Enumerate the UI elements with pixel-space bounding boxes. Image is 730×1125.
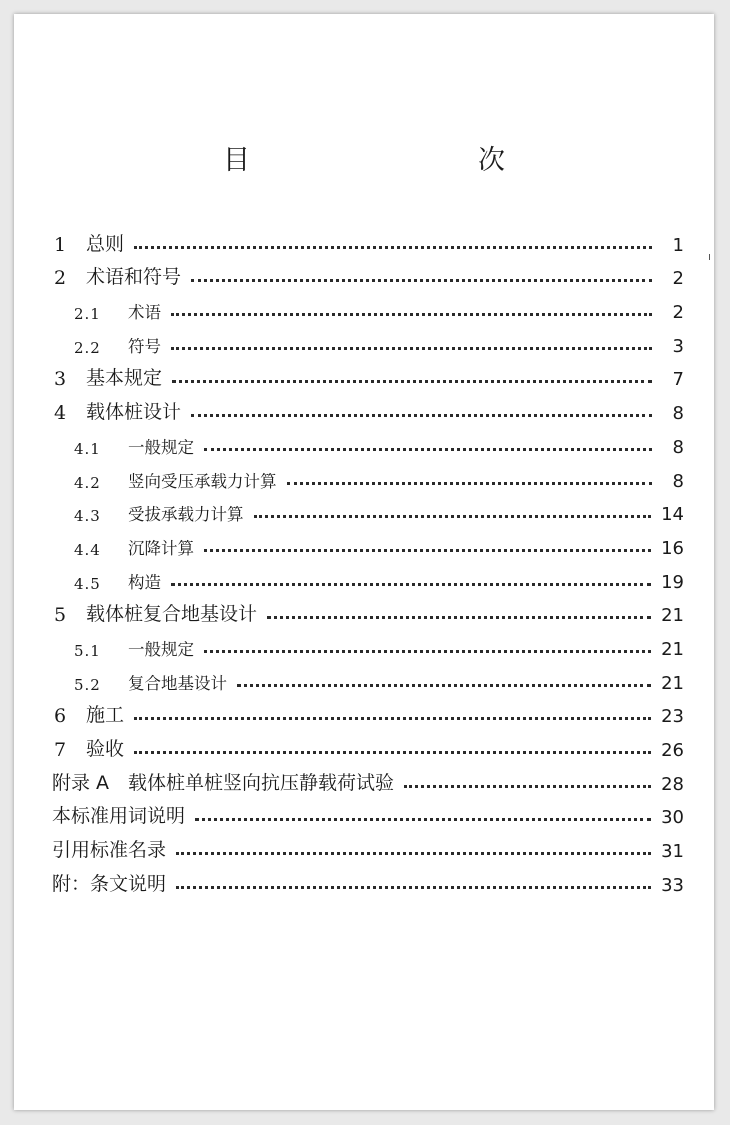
toc-entry-label: 本标准用词说明 xyxy=(52,805,186,828)
dot-leader xyxy=(176,886,651,889)
dot-leader xyxy=(204,650,651,653)
toc-entry-number: 2 xyxy=(54,267,67,290)
toc-entry-number: 4.2 xyxy=(74,473,101,492)
toc-entry-page: 16 xyxy=(661,537,684,559)
toc-entry[interactable] xyxy=(48,626,684,660)
toc-entry-number: 2.2 xyxy=(74,338,101,357)
toc-entry-label: 符号 xyxy=(128,336,161,356)
toc-entry[interactable] xyxy=(48,222,684,256)
toc-entry-label: 引用标准名录 xyxy=(52,839,167,862)
toc-entry-label: 构造 xyxy=(128,572,161,592)
toc-entry-label: 附录 A 载体桩单桩竖向抗压静载荷试验 xyxy=(52,771,395,794)
dot-leader xyxy=(287,482,653,485)
toc-entry-page: 28 xyxy=(661,773,684,795)
toc-entry[interactable] xyxy=(48,761,684,795)
toc-entry-label: 载体桩复合地基设计 xyxy=(86,603,258,626)
table-of-contents xyxy=(48,222,684,896)
toc-entry-page: 21 xyxy=(661,672,684,694)
toc-entry[interactable] xyxy=(48,357,684,391)
dot-leader xyxy=(134,246,652,249)
toc-entry-page: 3 xyxy=(672,335,684,357)
dot-leader xyxy=(237,684,651,687)
toc-entry-page: 2 xyxy=(672,302,684,324)
toc-entry-page: 19 xyxy=(661,571,684,593)
toc-entry-number: 5.2 xyxy=(74,675,101,694)
toc-entry-page: 8 xyxy=(672,436,684,458)
toc-entry-label: 施工 xyxy=(86,704,125,727)
dot-leader xyxy=(171,313,652,316)
toc-entry[interactable] xyxy=(48,862,684,896)
dot-leader xyxy=(267,616,651,619)
dot-leader xyxy=(171,347,652,350)
toc-entry-label: 总则 xyxy=(86,232,125,255)
toc-entry-page: 7 xyxy=(672,369,684,391)
dot-leader xyxy=(172,380,652,383)
toc-entry-number: 5.1 xyxy=(74,641,101,660)
toc-entry[interactable] xyxy=(48,660,684,694)
toc-entry-label: 附：条文说明 xyxy=(52,872,167,895)
toc-entry-label: 受拔承载力计算 xyxy=(128,505,244,525)
toc-entry[interactable] xyxy=(48,424,684,458)
toc-entry-page: 2 xyxy=(672,268,684,290)
toc-entry[interactable] xyxy=(48,828,684,862)
document-page xyxy=(14,14,714,1110)
toc-entry-page: 21 xyxy=(661,605,684,627)
toc-entry-label: 沉降计算 xyxy=(128,538,194,558)
toc-entry-page: 23 xyxy=(661,706,684,728)
toc-entry-number: 7 xyxy=(54,739,67,761)
toc-entry-label: 术语和符号 xyxy=(86,266,182,289)
toc-entry-page: 8 xyxy=(672,403,684,425)
toc-entry-label: 竖向受压承载力计算 xyxy=(128,471,277,491)
toc-entry[interactable] xyxy=(48,727,684,761)
dot-leader xyxy=(134,717,651,720)
dot-leader xyxy=(176,852,651,855)
toc-entry-number: 4 xyxy=(54,402,67,425)
toc-entry-page: 31 xyxy=(661,841,684,863)
toc-entry-page: 26 xyxy=(661,740,684,761)
toc-entry-label: 术语 xyxy=(128,303,161,323)
toc-entry[interactable] xyxy=(48,492,684,526)
toc-entry-label: 一般规定 xyxy=(128,639,194,659)
toc-entry-number: 4.5 xyxy=(74,574,101,593)
toc-entry-number: 4.1 xyxy=(74,439,101,458)
dot-leader xyxy=(204,448,652,451)
toc-entry-label: 一般规定 xyxy=(128,437,194,457)
toc-entry-page: 21 xyxy=(661,638,684,660)
toc-entry-number: 4.3 xyxy=(74,507,101,526)
dot-leader xyxy=(404,785,651,788)
dot-leader xyxy=(191,414,652,417)
toc-entry-number: 4.4 xyxy=(74,540,101,559)
dot-leader xyxy=(195,818,651,821)
toc-entry-page: 8 xyxy=(672,470,684,492)
toc-entry-number: 2.1 xyxy=(74,305,101,324)
toc-entry-page: 33 xyxy=(661,874,684,896)
toc-entry-number: 3 xyxy=(54,368,67,391)
toc-entry-label: 验收 xyxy=(86,738,125,760)
dot-leader xyxy=(254,515,652,518)
toc-entry[interactable] xyxy=(48,256,684,290)
toc-entry-page: 1 xyxy=(672,234,684,256)
toc-entry[interactable] xyxy=(48,323,684,357)
toc-entry[interactable] xyxy=(48,559,684,593)
scan-mark xyxy=(709,254,710,260)
toc-entry[interactable] xyxy=(48,593,684,627)
toc-entry[interactable] xyxy=(48,525,684,559)
page-title: 目 次 xyxy=(223,145,563,176)
dot-leader xyxy=(134,751,651,754)
toc-entry-label: 载体桩设计 xyxy=(86,401,182,424)
toc-entry[interactable] xyxy=(48,458,684,492)
toc-entry-number: 6 xyxy=(54,705,67,728)
toc-entry-number: 5 xyxy=(54,604,67,627)
toc-entry[interactable] xyxy=(48,795,684,829)
toc-entry[interactable] xyxy=(48,289,684,323)
toc-entry[interactable] xyxy=(48,694,684,728)
dot-leader xyxy=(171,583,651,586)
toc-entry[interactable] xyxy=(48,390,684,424)
toc-entry-label: 复合地基设计 xyxy=(128,673,227,693)
toc-entry-number: 1 xyxy=(54,233,67,256)
toc-entry-page: 30 xyxy=(661,807,684,829)
toc-entry-page: 14 xyxy=(661,504,684,526)
toc-entry-label: 基本规定 xyxy=(86,367,163,390)
dot-leader xyxy=(204,549,651,552)
dot-leader xyxy=(191,279,652,282)
